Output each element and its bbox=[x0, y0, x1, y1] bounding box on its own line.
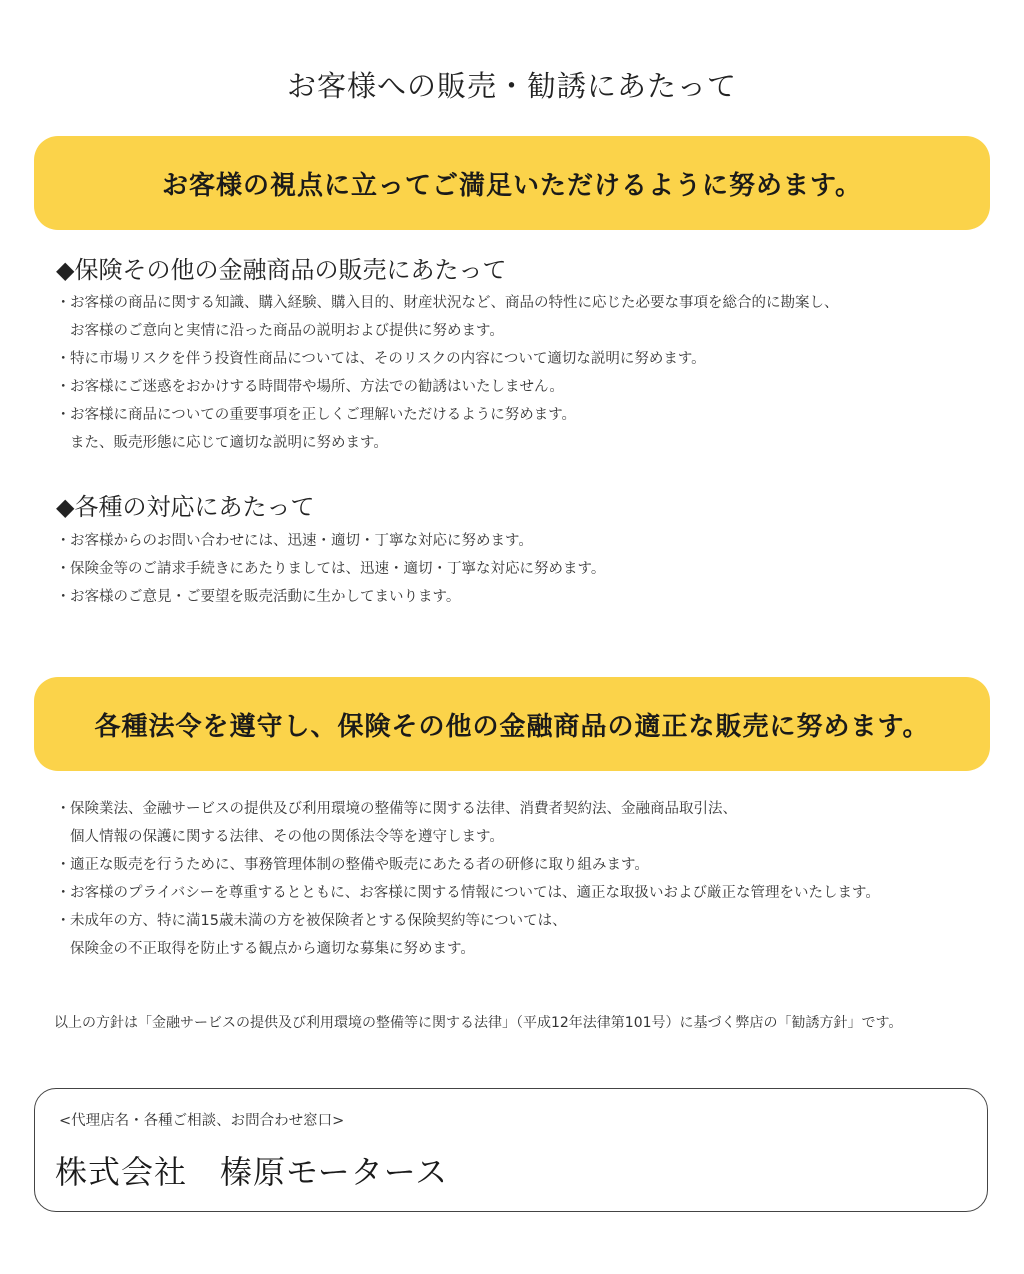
list-item bbox=[56, 527, 605, 555]
list-item bbox=[56, 851, 880, 879]
list-item-line: 保険金の不正取得を防止する観点から適切な募集に努めます。 bbox=[70, 941, 475, 957]
response-policy-list bbox=[56, 527, 605, 611]
list-item bbox=[56, 879, 880, 907]
list-item-line: ・ お客様にご迷惑をおかけする時間帯や場所、方法での勧誘はいたしません。 bbox=[70, 379, 564, 395]
list-item-line: ・ 未成年の方、特に満15歳未満の方を被保険者とする保険契約等については、 bbox=[70, 913, 567, 929]
banner-legal-compliance: 各種法令を遵守し、保険その他の金融商品の適正な販売に努めます。 bbox=[34, 677, 990, 771]
list-item bbox=[56, 795, 880, 851]
list-item bbox=[56, 555, 605, 583]
section-heading-sales: ◆保険その他の金融商品の販売にあたって bbox=[56, 256, 507, 284]
list-item bbox=[56, 373, 839, 401]
list-item-line: ・ 保険業法、金融サービスの提供及び利用環境の整備等に関する法律、消費者契約法、金融商品取引法、 bbox=[70, 801, 737, 817]
list-item-line: ・ 適正な販売を行うために、事務管理体制の整備や販売にあたる者の研修に取り組みます。 bbox=[70, 857, 649, 873]
sales-policy-list bbox=[56, 289, 839, 457]
list-item bbox=[56, 345, 839, 373]
list-item-line: ・ お客様に商品についての重要事項を正しくご理解いただけるように努めます。 bbox=[70, 407, 577, 423]
list-item-line: ・ お客様のプライバシーを尊重するとともに、お客様に関する情報については、適正な取扱いおよび厳正な管理をいたします。 bbox=[70, 885, 880, 901]
list-item-line: ・ お客様からのお問い合わせには、迅速・適切・丁寧な対応に努めます。 bbox=[70, 533, 533, 549]
agent-label: <代理店名・各種ご相談、お問合わせ窓口> bbox=[59, 1113, 345, 1129]
list-item bbox=[56, 907, 880, 963]
list-item bbox=[56, 289, 839, 345]
list-item bbox=[56, 401, 839, 457]
list-item-line: ・ お客様のご意見・ご要望を販売活動に生かしてまいります。 bbox=[70, 589, 461, 605]
banner-customer-satisfaction: お客様の視点に立ってご満足いただけるように努めます。 bbox=[34, 136, 990, 230]
page-title: お客様への販売・勧誘にあたって bbox=[286, 69, 737, 103]
list-item-line: ・ 特に市場リスクを伴う投資性商品については、そのリスクの内容について適切な説明に努めます。 bbox=[70, 351, 706, 367]
list-item-line: ・ 保険金等のご請求手続きにあたりましては、迅速・適切・丁寧な対応に努めます。 bbox=[70, 561, 606, 577]
section-heading-response: ◆各種の対応にあたって bbox=[56, 493, 315, 521]
policy-footnote: 以上の方針は「金融サービスの提供及び利用環境の整備等に関する法律」（平成12年法律第101号）に基づく弊店の「勧誘方針」です。 bbox=[54, 1015, 903, 1031]
agent-contact-box bbox=[34, 1088, 988, 1212]
list-item bbox=[56, 583, 605, 611]
list-item-line: 個人情報の保護に関する法律、その他の関係法令等を遵守します。 bbox=[70, 829, 504, 845]
list-item-line: また、販売形態に応じて適切な説明に努めます。 bbox=[70, 435, 388, 451]
agent-name: 株式会社 榛原モータース bbox=[55, 1153, 449, 1191]
list-item-line: ・ お客様の商品に関する知識、購入経験、購入目的、財産状況など、商品の特性に応じた必要な事項を総合的に勘案し、 bbox=[70, 295, 839, 311]
list-item-line: お客様のご意向と実情に沿った商品の説明および提供に努めます。 bbox=[70, 323, 504, 339]
compliance-policy-list bbox=[56, 795, 880, 963]
